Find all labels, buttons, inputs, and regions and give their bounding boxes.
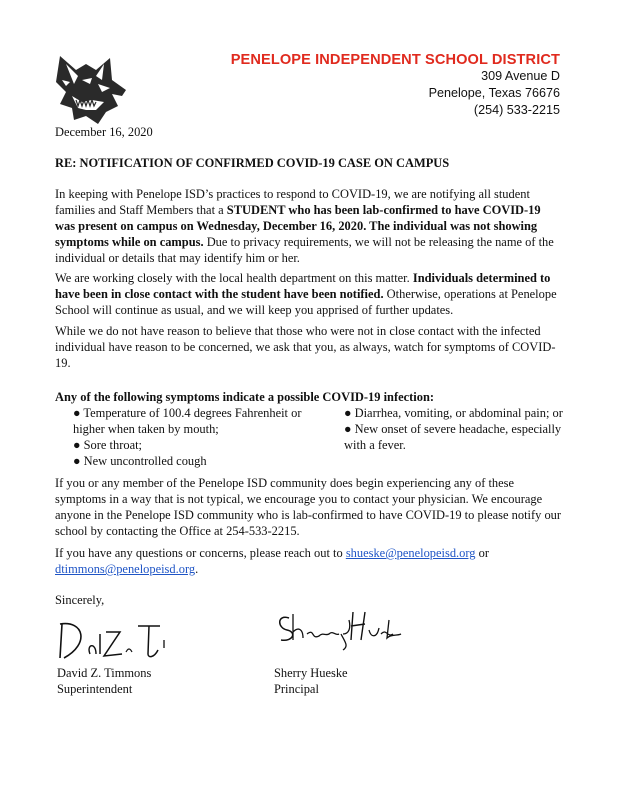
list-item: ● Sore throat; bbox=[73, 438, 142, 452]
letter-subject: RE: NOTIFICATION OF CONFIRMED COVID-19 CASE ON CAMPUS bbox=[55, 156, 450, 170]
district-phone: (254) 533-2215 bbox=[473, 103, 560, 117]
list-item: ● Diarrhea, vomiting, or abdominal pain; or bbox=[344, 406, 563, 420]
p2-text-c: Otherwise, operations at Penelope School will continue as usual, and we will keep you apprised of further updates. bbox=[55, 287, 557, 318]
p5-text-b: or bbox=[475, 546, 489, 560]
signer-name: Sherry Hueske bbox=[274, 666, 348, 680]
p1-text-c: Due to privacy requirements, we will not be releasing the name of the individual or details that may identify him or her. bbox=[55, 235, 554, 266]
paragraph-contact-physician: If you or any member of the Penelope ISD community does begin experiencing any of these symptoms in a way that is not typical, we encourage you to contact your physician. We encourage anyone in the Penelope ISD community who is lab-confirmed to have COVID-19 to please notify our school by contacting the Office at 254-533-2215. bbox=[55, 476, 562, 539]
district-header bbox=[231, 52, 560, 119]
signature-hueske-svg bbox=[275, 606, 405, 654]
district-name: PENELOPE INDEPENDENT SCHOOL DISTRICT bbox=[230, 52, 560, 68]
email-link-shueske[interactable]: shueske@penelopeisd.org bbox=[345, 546, 476, 560]
list-item: ● New onset of severe headache, especially with a fever. bbox=[344, 422, 562, 452]
address-line-2: Penelope, Texas 76676 bbox=[428, 86, 560, 100]
p2-text-bold: Individuals determined to have been in close contact with the student have been notified. bbox=[55, 271, 551, 302]
wolf-head-logo-svg bbox=[52, 50, 134, 130]
wolf-head-logo-icon bbox=[52, 50, 134, 130]
paragraph-watch-symptoms: While we do not have reason to believe that those who were not in close contact with the infected individual have reason to be concerned, we ask that you, as always, watch for symptoms of COVID-19. bbox=[55, 324, 556, 371]
symptoms-column-left bbox=[73, 405, 313, 469]
list-item: ● New uncontrolled cough bbox=[73, 454, 207, 468]
symptoms-column-right bbox=[344, 405, 584, 453]
p5-text-a: If you have any questions or concerns, please reach out to bbox=[55, 546, 346, 560]
p1-text-bold: STUDENT who has been lab-confirmed to have COVID-19 was present on campus on Wednesday, December 16, 2020. The individual was not showing symptoms while on campus. bbox=[55, 203, 541, 250]
paragraph-notification bbox=[55, 186, 563, 266]
signature-timmons bbox=[56, 614, 176, 666]
list-item: ● Temperature of 100.4 degrees Fahrenheit or higher when taken by mouth; bbox=[73, 406, 302, 436]
p1-text-a: In keeping with Penelope ISD’s practices to respond to COVID-19, we are notifying all student families and Staff Members that a bbox=[55, 187, 530, 218]
signer-hueske bbox=[274, 665, 348, 698]
email-link-dtimmons[interactable]: dtimmons@penelopeisd.org bbox=[55, 562, 196, 577]
paragraph-questions bbox=[55, 545, 563, 577]
letter-date: December 16, 2020 bbox=[55, 125, 153, 139]
closing: Sincerely, bbox=[55, 593, 105, 607]
symptoms-heading: Any of the following symptoms indicate a possible COVID-19 infection: bbox=[55, 390, 435, 404]
address-line-1: 309 Avenue D bbox=[481, 69, 560, 83]
signature-hueske bbox=[275, 606, 405, 654]
signer-timmons bbox=[57, 665, 151, 698]
p2-text-a: We are working closely with the local health department on this matter. bbox=[55, 271, 413, 285]
signer-title: Principal bbox=[274, 682, 319, 697]
p5-text-c: . bbox=[195, 562, 199, 577]
signer-name: David Z. Timmons bbox=[57, 666, 152, 680]
signer-title: Superintendent bbox=[57, 682, 133, 697]
paragraph-health-department bbox=[55, 270, 563, 318]
signature-timmons-svg bbox=[56, 614, 176, 666]
